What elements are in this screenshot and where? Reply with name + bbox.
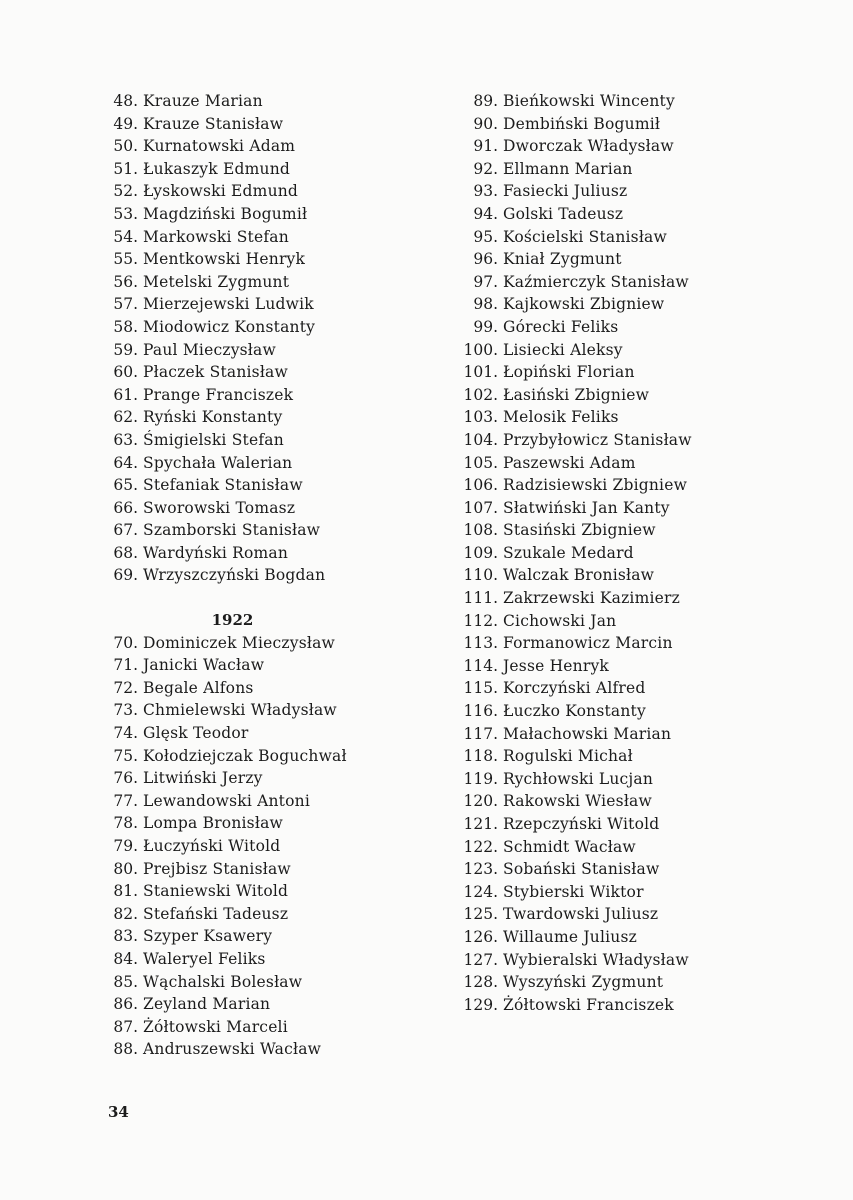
list-item (100, 812, 430, 835)
entry-number: 70. (113, 633, 138, 652)
list-item (455, 361, 785, 384)
entry-number: 127. (463, 950, 498, 969)
list-item (455, 949, 785, 972)
entry-name: Magdziński Bogumił (143, 204, 308, 223)
entry-name: Lewandowski Antoni (143, 791, 310, 810)
list-item (455, 293, 785, 316)
list-item (455, 723, 785, 746)
entry-number: 79. (113, 837, 138, 855)
entry-number: 100. (463, 340, 498, 359)
entry-number: 113. (463, 634, 498, 653)
list-item (100, 203, 430, 226)
list-item (100, 542, 430, 565)
entry-name: Dominiczek Mieczysław (143, 633, 335, 652)
list-item (455, 452, 785, 475)
entry-name: Paul Mieczysław (143, 340, 276, 359)
list-item (100, 677, 430, 700)
entry-number: 64. (113, 453, 138, 472)
list-item (100, 474, 430, 497)
entry-number: 95. (473, 227, 498, 246)
list-item (100, 135, 430, 158)
entry-name: Mentkowski Henryk (143, 250, 306, 269)
list-item (455, 406, 785, 429)
list-item (100, 90, 430, 113)
list-item (455, 316, 785, 339)
entry-number: 69. (113, 566, 138, 585)
list-item (100, 564, 430, 587)
entry-name: Stefański Tadeusz (143, 904, 289, 923)
entry-name: Willaume Juliusz (503, 927, 637, 946)
entry-number: 90. (473, 114, 498, 133)
entry-number: 99. (473, 317, 498, 336)
entry-name: Szukale Medard (503, 543, 634, 562)
entry-number: 91. (473, 137, 498, 156)
list-item (455, 90, 785, 113)
entry-name: Wrzyszczyński Bogdan (143, 566, 326, 585)
list-item (100, 993, 430, 1016)
entry-number: 101. (463, 363, 498, 382)
entry-number: 53. (113, 204, 138, 223)
entry-number: 50. (113, 137, 138, 156)
list-item (455, 745, 785, 768)
entry-name: Rakowski Wiesław (503, 792, 652, 811)
entry-name: Łuczyński Witold (143, 837, 281, 855)
entry-number: 48. (113, 92, 138, 110)
list-item (100, 858, 430, 881)
left-column (100, 90, 430, 1061)
list-item (455, 542, 785, 565)
entry-name: Lompa Bronisław (143, 814, 283, 833)
entry-number: 125. (463, 905, 498, 924)
entry-number: 108. (463, 521, 498, 540)
list-item (100, 226, 430, 249)
entry-number: 86. (113, 995, 138, 1014)
entry-name: Golski Tadeusz (503, 204, 624, 223)
entry-name: Janicki Wacław (143, 656, 265, 675)
entry-name: Stybierski Wiktor (503, 882, 644, 901)
list-item (100, 948, 430, 971)
entry-name: Prange Franciszek (143, 385, 294, 404)
entry-number: 122. (463, 837, 498, 856)
entry-number: 58. (113, 317, 138, 336)
entry-number: 65. (113, 476, 138, 495)
entry-name: Paszewski Adam (503, 453, 636, 472)
entry-name: Sworowski Tomasz (143, 498, 296, 517)
entry-number: 96. (473, 250, 498, 269)
list-item (100, 925, 430, 948)
entry-number: 117. (463, 724, 498, 743)
list-item (100, 406, 430, 429)
list-item (455, 587, 785, 610)
entry-number: 114. (463, 656, 498, 675)
entry-number: 110. (463, 566, 498, 585)
list-item (100, 790, 430, 813)
list-item (455, 564, 785, 587)
entry-number: 94. (473, 204, 498, 223)
entry-number: 61. (113, 385, 138, 404)
entry-number: 92. (473, 159, 498, 178)
list-item (100, 1038, 430, 1061)
list-item (455, 813, 785, 836)
list-item (455, 497, 785, 520)
entry-number: 119. (463, 769, 498, 788)
entry-name: Dembiński Bogumił (503, 114, 661, 133)
entry-number: 67. (113, 521, 138, 540)
entry-number: 97. (473, 272, 498, 291)
entry-name: Cichowski Jan (503, 611, 617, 630)
list-item (100, 429, 430, 452)
entry-name: Wąchalski Bolesław (143, 972, 303, 991)
entry-name: Żółtowski Franciszek (503, 995, 674, 1014)
entry-number: 81. (113, 882, 138, 901)
entry-name: Ryński Konstanty (143, 408, 283, 427)
entry-name: Górecki Feliks (503, 317, 619, 336)
entry-name: Miodowicz Konstanty (143, 317, 316, 336)
list-item (100, 519, 430, 542)
list-item (455, 248, 785, 271)
list-item (100, 971, 430, 994)
entry-number: 56. (113, 272, 138, 291)
entry-name: Wybieralski Władysław (503, 950, 689, 969)
entry-number: 116. (463, 702, 498, 721)
entry-name: Kniał Zygmunt (503, 250, 622, 269)
entry-name: Staniewski Witold (143, 882, 289, 901)
entry-name: Kurnatowski Adam (143, 137, 296, 156)
entry-name: Twardowski Juliusz (503, 905, 659, 924)
entry-name: Łyskowski Edmund (143, 182, 299, 201)
entry-name: Lisiecki Aleksy (503, 340, 623, 359)
entry-number: 111. (463, 589, 498, 608)
entry-name: Markowski Stefan (143, 227, 289, 246)
list-item (100, 384, 430, 407)
entry-number: 105. (463, 453, 498, 472)
list-item (100, 180, 430, 203)
entry-number: 66. (113, 498, 138, 517)
entry-number: 121. (463, 815, 498, 833)
entry-name: Przybyłowicz Stanisław (503, 430, 692, 449)
entry-number: 63. (113, 430, 138, 449)
list-item (455, 429, 785, 452)
list-item (100, 293, 430, 316)
list-item (455, 700, 785, 723)
entry-name: Waleryel Feliks (143, 949, 266, 968)
entry-name: Łasiński Zbigniew (503, 385, 650, 404)
list-item (455, 677, 785, 700)
name-list-1921 (100, 90, 430, 587)
entry-number: 124. (463, 882, 498, 901)
entry-name: Rychłowski Lucjan (503, 769, 654, 788)
list-item (455, 135, 785, 158)
year-heading: 1922 (211, 611, 254, 630)
entry-number: 85. (113, 972, 138, 991)
name-list-1922 (100, 632, 430, 1061)
entry-name: Chmielewski Władysław (143, 701, 337, 720)
list-item (100, 361, 430, 384)
entry-number: 76. (113, 769, 138, 788)
list-item (455, 926, 785, 949)
entry-name: Wardyński Roman (143, 543, 289, 562)
entry-number: 84. (113, 949, 138, 968)
entry-number: 51. (113, 159, 138, 178)
entry-name: Radzisiewski Zbigniew (503, 476, 688, 495)
list-item (455, 632, 785, 655)
entry-name: Glęsk Teodor (143, 724, 249, 743)
entry-name: Krauze Marian (143, 92, 263, 110)
list-item (455, 384, 785, 407)
entry-name: Wyszyński Zygmunt (503, 973, 664, 992)
list-item (455, 271, 785, 294)
entry-name: Formanowicz Marcin (503, 634, 673, 653)
entry-name: Walczak Bronisław (503, 566, 655, 585)
entry-number: 87. (113, 1017, 138, 1036)
entry-name: Łuczko Konstanty (503, 702, 646, 721)
entry-name: Dworczak Władysław (503, 137, 674, 156)
entry-name: Szamborski Stanisław (143, 521, 321, 540)
entry-name: Bieńkowski Wincenty (503, 92, 675, 110)
entry-name: Łukaszyk Edmund (143, 159, 291, 178)
entry-name: Melosik Feliks (503, 408, 619, 427)
entry-number: 106. (463, 476, 498, 495)
list-item (100, 271, 430, 294)
list-item (100, 632, 430, 655)
entry-number: 118. (463, 747, 498, 766)
entry-number: 52. (113, 182, 138, 201)
list-item (455, 655, 785, 678)
entry-number: 129. (463, 995, 498, 1014)
entry-number: 71. (113, 656, 138, 675)
list-item (100, 113, 430, 136)
list-item (455, 858, 785, 881)
entry-name: Andruszewski Wacław (143, 1040, 322, 1059)
entry-name: Szyper Ksawery (143, 927, 273, 946)
entry-name: Stefaniak Stanisław (143, 476, 303, 495)
entry-name: Jesse Henryk (503, 656, 610, 675)
entry-name: Żółtowski Marceli (143, 1017, 288, 1036)
list-item (100, 248, 430, 271)
entry-number: 115. (463, 679, 498, 698)
entry-name: Spychała Walerian (143, 453, 293, 472)
list-item (455, 158, 785, 181)
list-item (455, 994, 785, 1017)
list-item (100, 745, 430, 768)
entry-name: Stasiński Zbigniew (503, 521, 656, 540)
list-item (455, 226, 785, 249)
list-item (100, 699, 430, 722)
entry-number: 62. (113, 408, 138, 427)
entry-name: Kajkowski Zbigniew (503, 295, 665, 314)
entry-name: Metelski Zygmunt (143, 272, 290, 291)
entry-number: 83. (113, 927, 138, 946)
list-item (455, 113, 785, 136)
list-item (100, 654, 430, 677)
entry-name: Kołodziejczak Boguchwał (143, 746, 347, 765)
entry-name: Zeyland Marian (143, 995, 271, 1014)
list-item (100, 1016, 430, 1039)
entry-number: 88. (113, 1040, 138, 1059)
entry-number: 74. (113, 724, 138, 743)
entry-name: Krauze Stanisław (143, 114, 284, 133)
entry-number: 78. (113, 814, 138, 833)
entry-name: Sobański Stanisław (503, 860, 660, 879)
list-item (100, 452, 430, 475)
list-item (100, 339, 430, 362)
entry-number: 107. (463, 498, 498, 517)
entry-name: Begale Alfons (143, 678, 254, 697)
entry-name: Zakrzewski Kazimierz (503, 589, 680, 608)
list-item (455, 881, 785, 904)
entry-name: Śmigielski Stefan (143, 430, 284, 449)
entry-number: 109. (463, 543, 498, 562)
entry-name: Korczyński Alfred (503, 679, 646, 698)
entry-number: 55. (113, 250, 138, 269)
entry-number: 123. (463, 860, 498, 879)
entry-name: Słatwiński Jan Kanty (503, 498, 670, 517)
list-item (100, 722, 430, 745)
entry-name: Rzepczyński Witold (503, 815, 660, 833)
entry-name: Rogulski Michał (503, 747, 633, 766)
list-item (100, 316, 430, 339)
entry-name: Łopiński Florian (503, 363, 635, 382)
entry-name: Ellmann Marian (503, 159, 633, 178)
list-item (455, 180, 785, 203)
entry-name: Płaczek Stanisław (143, 363, 288, 382)
entry-number: 80. (113, 859, 138, 878)
list-item (100, 497, 430, 520)
list-item (100, 903, 430, 926)
entry-name: Schmidt Wacław (503, 837, 636, 856)
entry-name: Małachowski Marian (503, 724, 672, 743)
list-item (455, 768, 785, 791)
list-item (455, 971, 785, 994)
entry-number: 82. (113, 904, 138, 923)
entry-number: 73. (113, 701, 138, 720)
list-item (455, 836, 785, 859)
entry-number: 68. (113, 543, 138, 562)
entry-number: 103. (463, 408, 498, 427)
entry-number: 93. (473, 182, 498, 201)
list-item (455, 339, 785, 362)
entry-number: 102. (463, 385, 498, 404)
page-number: 34 (108, 1103, 129, 1121)
entry-name: Litwiński Jerzy (143, 769, 263, 788)
list-item (100, 158, 430, 181)
name-list-continued (455, 90, 785, 1016)
list-item (455, 903, 785, 926)
entry-number: 75. (113, 746, 138, 765)
entry-name: Kaźmierczyk Stanisław (503, 272, 689, 291)
entry-number: 77. (113, 791, 138, 810)
entry-number: 54. (113, 227, 138, 246)
entry-number: 98. (473, 295, 498, 314)
list-item (455, 474, 785, 497)
list-item (455, 203, 785, 226)
entry-name: Mierzejewski Ludwik (143, 295, 314, 314)
entry-number: 72. (113, 678, 138, 697)
list-item (100, 835, 430, 858)
entry-number: 60. (113, 363, 138, 382)
list-item (455, 519, 785, 542)
list-item (455, 790, 785, 813)
list-item (100, 880, 430, 903)
entry-number: 104. (463, 430, 498, 449)
entry-number: 112. (463, 611, 498, 630)
entry-number: 128. (463, 973, 498, 992)
entry-name: Kościelski Stanisław (503, 227, 667, 246)
list-item (100, 767, 430, 790)
entry-number: 126. (463, 927, 498, 946)
entry-number: 49. (113, 114, 138, 133)
right-column (455, 90, 785, 1016)
entry-number: 89. (473, 92, 498, 110)
entry-number: 59. (113, 340, 138, 359)
list-item (455, 610, 785, 633)
entry-number: 120. (463, 792, 498, 811)
entry-name: Fasiecki Juliusz (503, 182, 628, 201)
entry-number: 57. (113, 295, 138, 314)
entry-name: Prejbisz Stanisław (143, 859, 291, 878)
